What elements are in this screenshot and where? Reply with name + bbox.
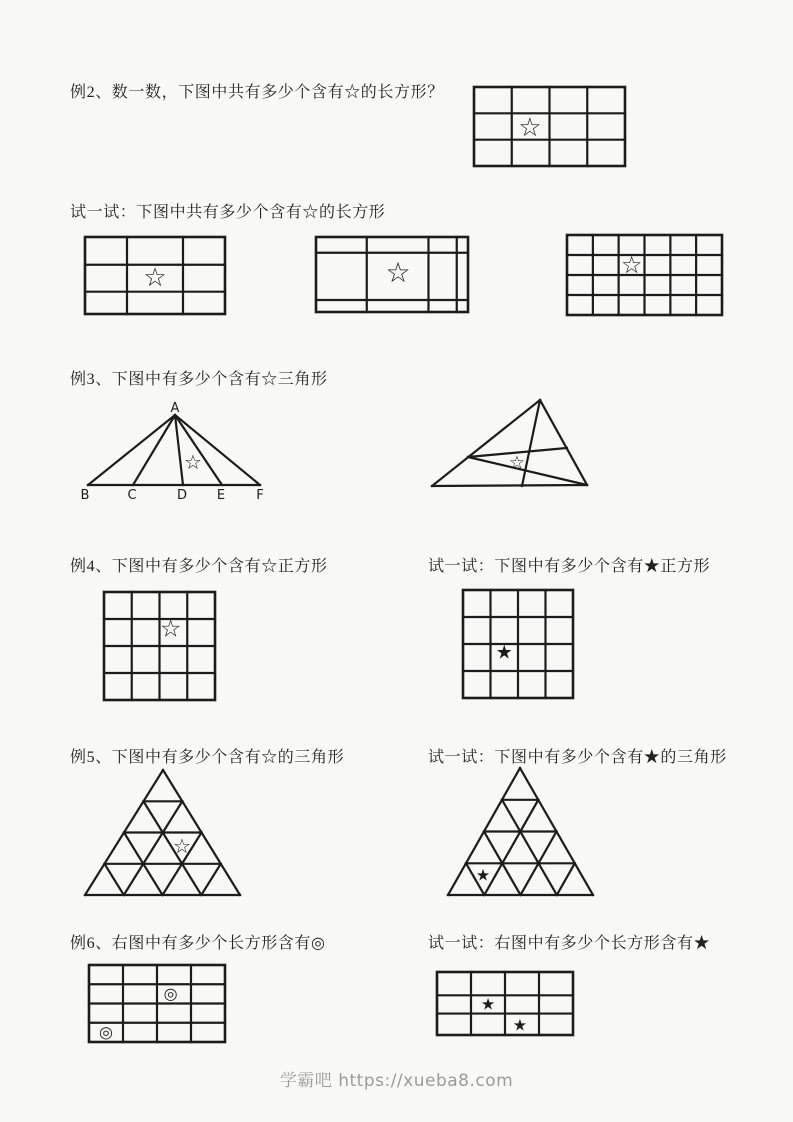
star-filled-marker: ★: [475, 865, 491, 885]
vertex-label: C: [127, 488, 137, 503]
heading-ex3: 例3、下图中有多少个含有☆三角形: [70, 371, 328, 388]
star-outline-marker: ☆: [143, 262, 167, 293]
star-outline-marker: ☆: [159, 614, 182, 643]
heading-try1: 试一试：下图中共有多少个含有☆的长方形: [70, 204, 386, 221]
ex4-square-grid-4x4: [100, 588, 219, 704]
vertex-label: D: [176, 488, 188, 503]
heading-ex2: 例2、数一数，下图中共有多少个含有☆的长方形？: [70, 84, 444, 101]
try6-rect-grid-4x3: [433, 968, 577, 1039]
vertex-label: A: [170, 401, 180, 416]
heading-try6: 试一试：右图中有多少个长方形含有★: [428, 935, 711, 952]
star-outline-marker: ☆: [385, 255, 411, 289]
star-outline-marker: ☆: [518, 113, 542, 144]
heading-try4: 试一试：下图中有多少个含有★正方形: [428, 558, 711, 575]
bullseye-marker: ◎: [99, 1022, 113, 1042]
star-outline-marker: ☆: [173, 834, 191, 858]
vertex-label: F: [256, 488, 264, 503]
star-outline-marker: ☆: [508, 452, 526, 474]
try1-rect-grid-3x3: [81, 233, 229, 318]
heading-ex4: 例4、下图中有多少个含有☆正方形: [70, 558, 328, 575]
star-filled-marker: ★: [512, 1015, 528, 1035]
try5-triangle-grid-4rows: [439, 762, 603, 902]
vertex-label: B: [80, 488, 90, 503]
try1-rect-grid-4x3-uneven: [312, 233, 472, 316]
star-filled-marker: ★: [495, 641, 513, 664]
bullseye-marker: ◎: [163, 983, 178, 1003]
ex3-cevian-triangle: [421, 392, 604, 495]
heading-try5: 试一试：下图中有多少个含有★的三角形: [428, 749, 727, 766]
vertex-label: E: [216, 488, 226, 503]
star-filled-marker: ★: [480, 994, 496, 1014]
try4-square-grid-4x4: [459, 586, 577, 702]
star-outline-marker: ☆: [184, 450, 202, 474]
footer-credit: 学霸吧 https://xueba8.com: [279, 1071, 514, 1091]
ex6-rect-grid-4x4: [85, 961, 229, 1046]
star-outline-marker: ☆: [620, 251, 643, 279]
heading-ex6: 例6、右图中有多少个长方形含有◎: [70, 935, 326, 952]
ex3-fan-triangle: [71, 396, 279, 509]
ex5-triangle-grid-4rows: [76, 762, 250, 904]
try1-rect-grid-6x4: [563, 231, 726, 319]
heading-ex5: 例5、下图中有多少个含有☆的三角形: [70, 749, 345, 766]
ex2-rect-grid-4x3: [470, 83, 629, 170]
